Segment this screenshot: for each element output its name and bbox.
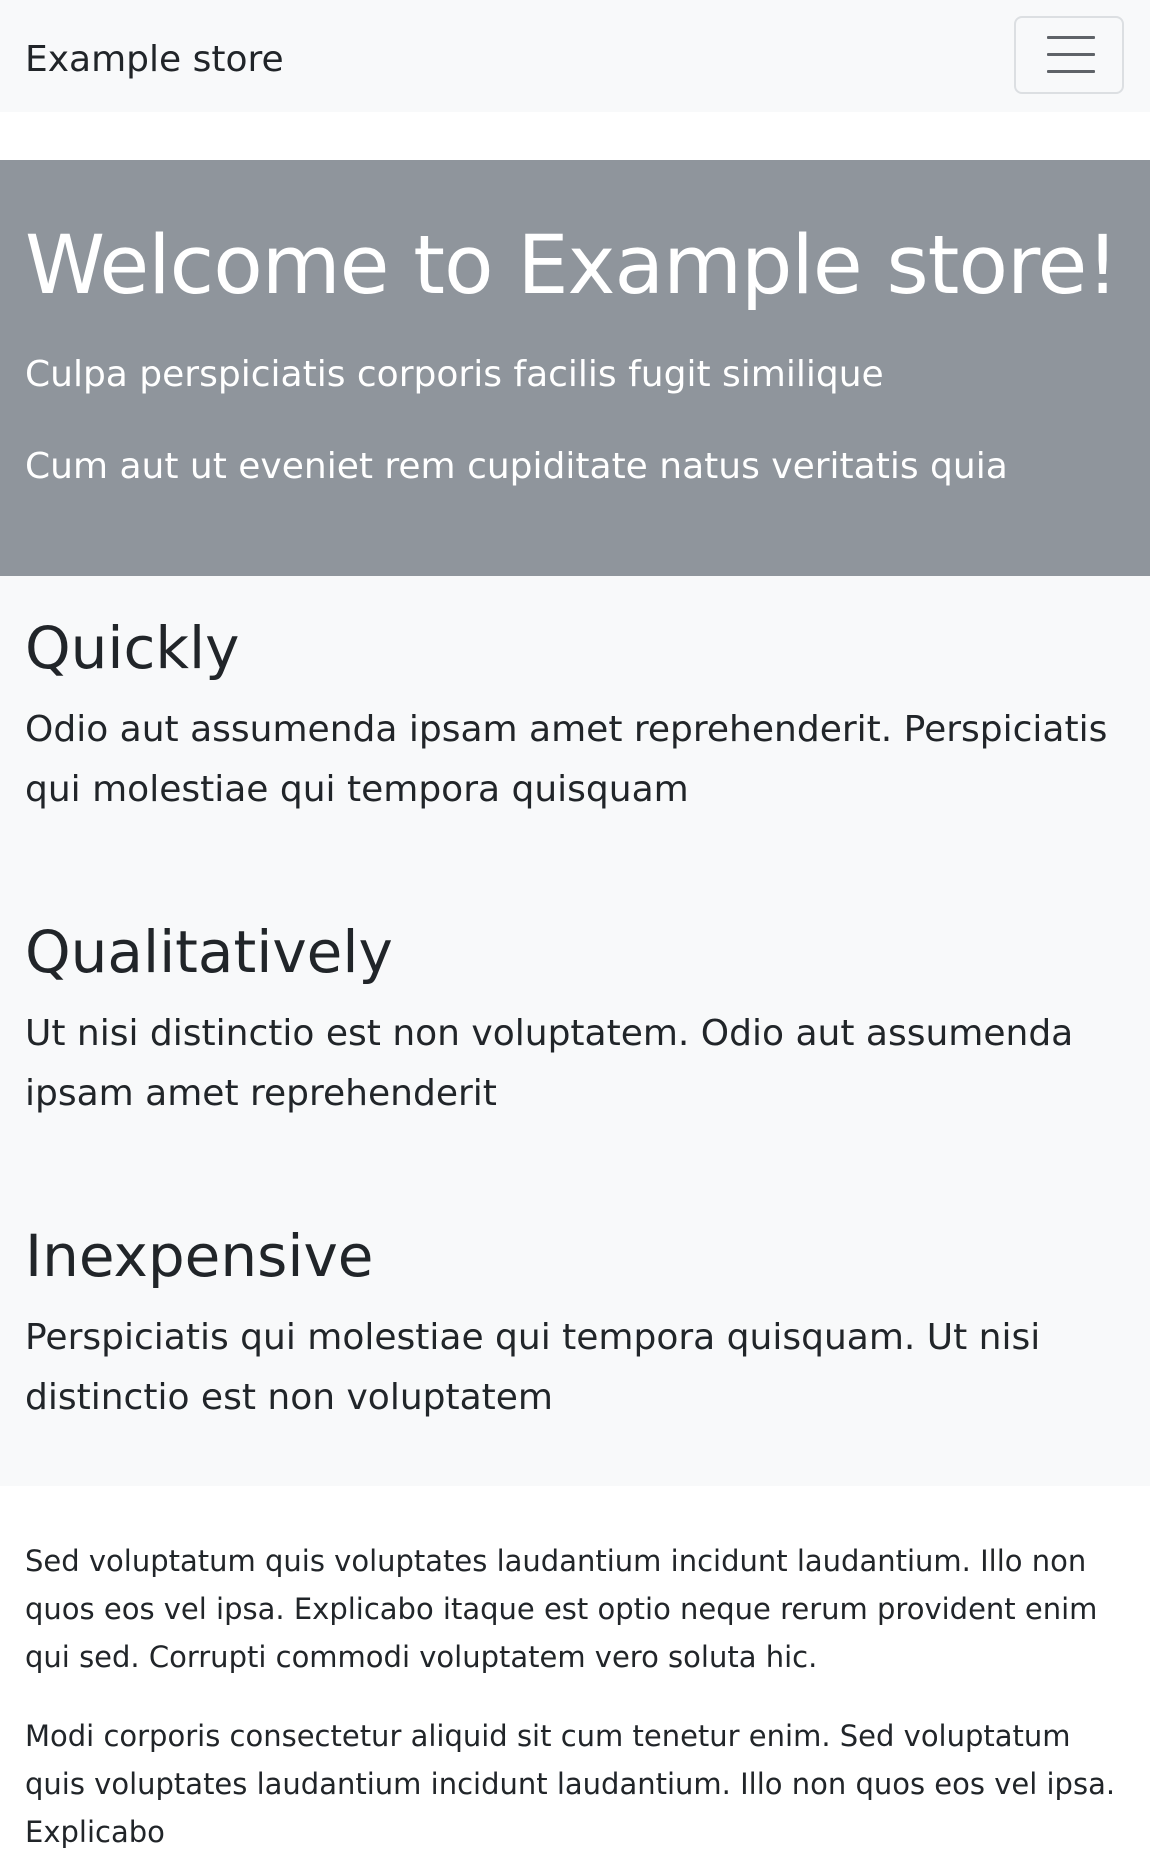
hero-line: Culpa perspiciatis corporis facilis fugit similique <box>25 354 884 395</box>
feature-text: Ut nisi distinctio est non voluptatem. Odio aut assumenda ipsam amet reprehenderit <box>25 1013 1074 1114</box>
hero-line: Cum aut ut eveniet rem cupiditate natus veritatis quia <box>25 446 1008 487</box>
navbar-toggle-button[interactable] <box>1014 16 1124 94</box>
hero-banner <box>0 160 1150 576</box>
content-paragraph: Modi corporis consectetur aliquid sit cum tenetur enim. Sed voluptatum quis voluptates laudantium incidunt laudantium. Illo non quos eos vel ipsa. Explicabo <box>25 1719 1116 1849</box>
feature-title: Inexpensive <box>25 1222 374 1290</box>
hamburger-menu-icon-bar <box>1047 53 1095 56</box>
feature-title: Qualitatively <box>25 918 393 986</box>
navbar-brand[interactable]: Example store <box>25 39 284 80</box>
hamburger-menu-icon-bar <box>1047 70 1095 73</box>
navbar <box>0 0 1150 112</box>
feature-text: Odio aut assumenda ipsam amet reprehenderit. Perspiciatis qui molestiae qui tempora quisquam <box>25 709 1108 810</box>
features-section <box>0 576 1150 1486</box>
feature-text: Perspiciatis qui molestiae qui tempora quisquam. Ut nisi distinctio est non voluptatem <box>25 1317 1041 1418</box>
hamburger-menu-icon <box>1047 36 1095 39</box>
hero-title: Welcome to Example store! <box>25 219 1118 313</box>
content-paragraph: Sed voluptatum quis voluptates laudantium incidunt laudantium. Illo non quos eos vel ipsa. Explicabo itaque est optio neque rerum provident enim qui sed. Corrupti commodi voluptatem vero soluta hic. <box>25 1544 1098 1674</box>
feature-title: Quickly <box>25 614 240 682</box>
